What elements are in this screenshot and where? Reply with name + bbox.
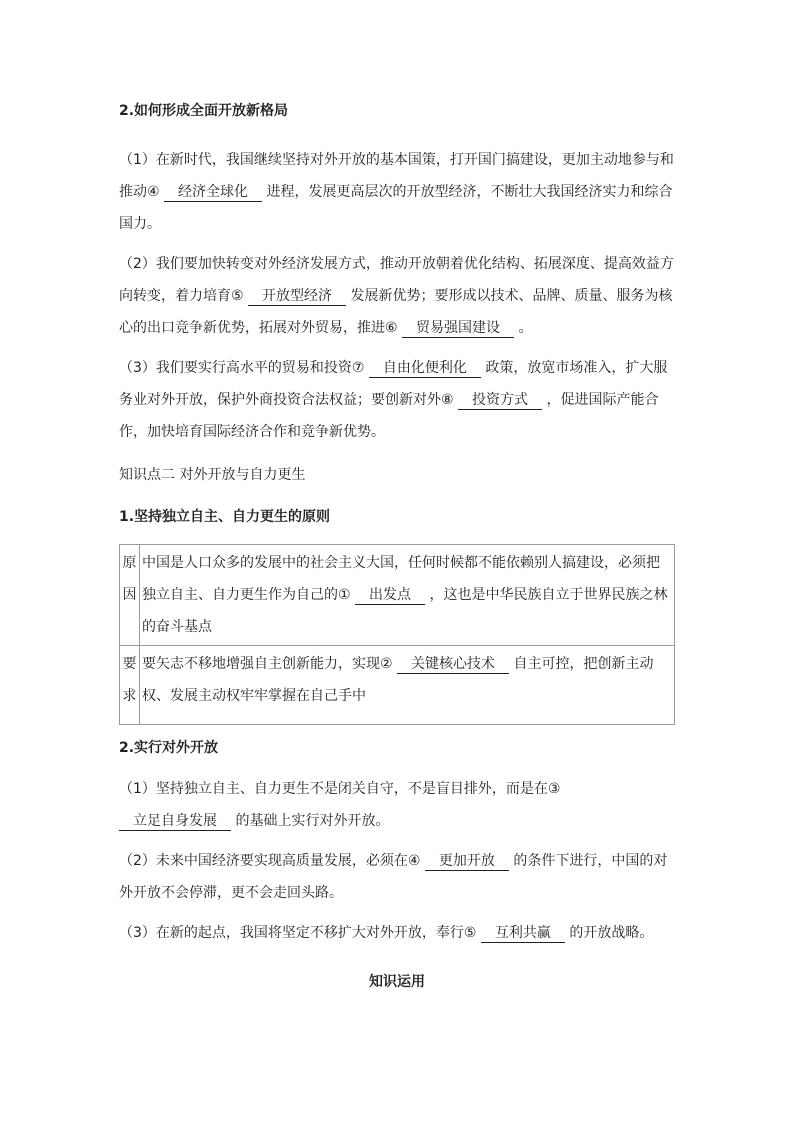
paragraph-economic-transformation bbox=[119, 248, 675, 344]
fill-blank-4b: 更加开放 bbox=[425, 852, 509, 871]
text-segment: 政策，放宽市场准入，扩大服务业对外开放，保护外商投资合法权益；要创新对外⑧ bbox=[119, 360, 668, 408]
fill-blank-3: 立足自身发展 bbox=[119, 812, 231, 831]
fill-blank-5: 开放型经济 bbox=[248, 287, 346, 306]
fill-blank-5b: 互利共赢 bbox=[481, 924, 565, 943]
paragraph-trade-investment bbox=[119, 352, 675, 448]
text-segment: 的基础上实行对外开放。 bbox=[235, 813, 390, 829]
row-label-reason: 原因 bbox=[120, 545, 140, 646]
text-segment: （2）我们要加快转变对外经济发展方式，推动开放朝着优化结构、拓展深度、提高效益方向转变，着力培育⑤ bbox=[119, 256, 674, 304]
paragraph-global-participation bbox=[119, 144, 675, 240]
fill-blank-7: 自由化便利化 bbox=[369, 359, 481, 378]
text-segment: 进程，发展更高层次的开放型经济，不断壮大我国经济实力和综合国力。 bbox=[119, 184, 673, 232]
text-segment: （1）在新时代，我国继续坚持对外开放的基本国策，打开国门搞建设，更加主动地参与和推动④ bbox=[119, 152, 674, 200]
principle-heading: 1.坚持独立自主、自力更生的原则 bbox=[119, 509, 331, 525]
text-segment: ，这也是中华民族自立于世界民族之林的奋斗基点 bbox=[142, 587, 668, 635]
text-segment: 的开放战略。 bbox=[569, 925, 654, 941]
paragraph-high-quality bbox=[119, 845, 675, 909]
row-content-requirement bbox=[140, 646, 675, 725]
text-segment: 。 bbox=[518, 320, 533, 336]
text-segment: 自主可控，把创新主动权、发展主动权牢牢掌握在自己手中 bbox=[142, 656, 654, 704]
fill-blank-1: 出发点 bbox=[355, 586, 425, 605]
paragraph-not-closed bbox=[119, 773, 675, 837]
fill-blank-8: 投资方式 bbox=[458, 391, 542, 410]
paragraph-win-win bbox=[119, 917, 675, 949]
principle-table bbox=[119, 544, 675, 725]
opening-heading: 2.实行对外开放 bbox=[119, 740, 219, 756]
text-segment: （1）坚持独立自主、自力更生不是闭关自守，不是盲目排外，而是在③ bbox=[119, 781, 561, 797]
fill-blank-4: 经济全球化 bbox=[164, 183, 262, 202]
text-segment: （2）未来中国经济要实现高质量发展，必须在④ bbox=[119, 853, 421, 869]
text-segment: （3）我们要实行高水平的贸易和投资⑦ bbox=[119, 360, 365, 376]
text-segment: ，促进国际产能合作，加快培育国际经济合作和竞争新优势。 bbox=[119, 392, 659, 440]
fill-blank-6: 贸易强国建设 bbox=[402, 319, 514, 338]
section-heading-2: 2.如何形成全面开放新格局 bbox=[119, 103, 289, 119]
row-label-requirement: 要求 bbox=[120, 646, 140, 725]
document-content bbox=[119, 100, 675, 1007]
text-segment: 的条件下进行，中国的对外开放不会停滞，更不会走回头路。 bbox=[119, 853, 668, 901]
knowledge-application-title: 知识运用 bbox=[369, 974, 425, 990]
text-segment: 要矢志不移地增强自主创新能力，实现② bbox=[142, 656, 393, 672]
text-segment: （3）在新的起点，我国将坚定不移扩大对外开放，奉行⑤ bbox=[119, 925, 477, 941]
text-segment: 发展新优势；要形成以技术、品牌、质量、服务为核心的出口竞争新优势，拓展对外贸易，推进⑥ bbox=[119, 288, 673, 336]
fill-blank-2: 关键核心技术 bbox=[397, 655, 509, 674]
text-segment: 中国是人口众多的发展中的社会主义大国，任何时候都不能依赖别人搞建设，必须把独立自主、自力更生作为自己的① bbox=[142, 555, 660, 603]
table-row bbox=[120, 646, 675, 725]
table-row bbox=[120, 545, 675, 646]
knowledge-point-title: 知识点二 对外开放与自力更生 bbox=[119, 467, 306, 483]
row-content-reason bbox=[140, 545, 675, 646]
